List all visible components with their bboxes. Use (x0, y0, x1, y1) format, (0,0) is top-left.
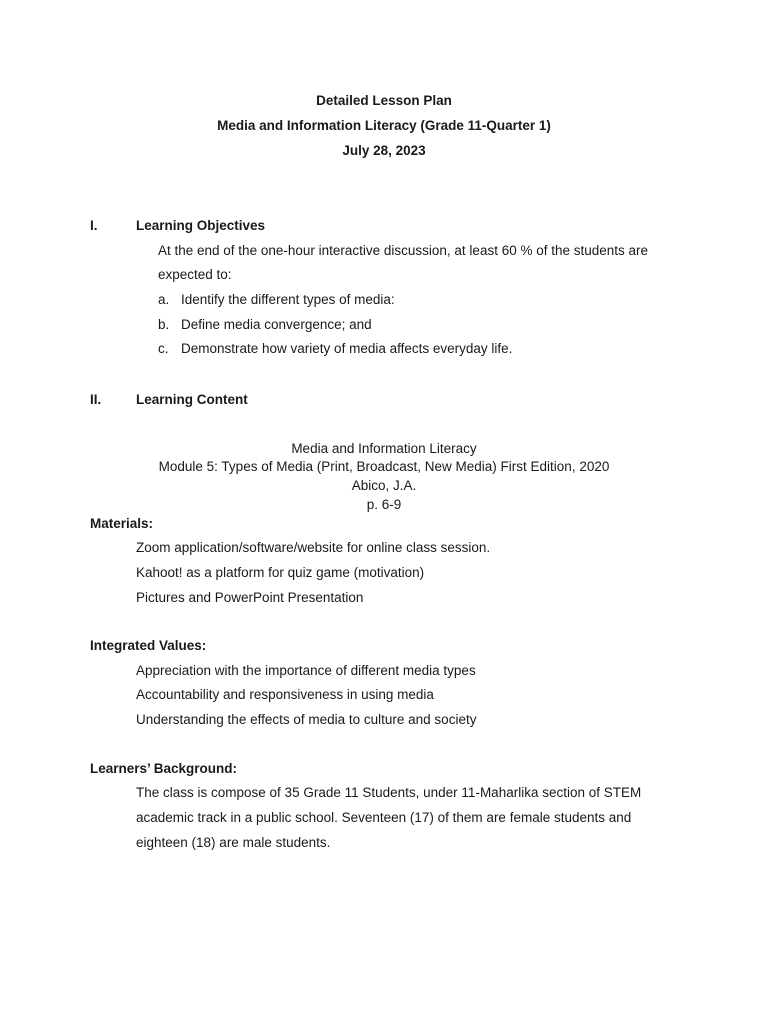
background-label: Learners’ Background: (90, 761, 238, 776)
background-line: eighteen (18) are male students. (136, 835, 331, 850)
objective-a-text: Identify the different types of media: (181, 292, 395, 307)
objective-c-text: Demonstrate how variety of media affects everyday life. (181, 341, 513, 356)
section-2-numeral: II. (90, 392, 102, 407)
reference-line-2: Module 5: Types of Media (Print, Broadcast, New Media) First Edition, 2020 (158, 459, 610, 474)
section-1-numeral: I. (90, 218, 98, 233)
materials-item: Kahoot! as a platform for quiz game (motivation) (136, 565, 425, 580)
background-line: academic track in a public school. Seventeen (17) of them are female students and (136, 810, 632, 825)
section-2-heading: Learning Content (136, 392, 248, 407)
objectives-intro-line-2: expected to: (158, 267, 232, 282)
objective-c-letter: c. (158, 341, 169, 356)
background-line: The class is compose of 35 Grade 11 Students, under 11-Maharlika section of STEM (136, 785, 642, 800)
document-title: Detailed Lesson Plan (316, 93, 452, 108)
objective-b-text: Define media convergence; and (181, 317, 372, 332)
reference-line-4: p. 6-9 (366, 497, 402, 512)
values-item: Appreciation with the importance of different media types (136, 663, 476, 678)
values-item: Accountability and responsiveness in using media (136, 687, 434, 702)
materials-item: Zoom application/software/website for online class session. (136, 540, 491, 555)
reference-line-3: Abico, J.A. (351, 478, 417, 493)
document-date: July 28, 2023 (342, 143, 426, 158)
reference-line-1: Media and Information Literacy (291, 441, 477, 456)
materials-label: Materials: (90, 516, 154, 531)
values-item: Understanding the effects of media to culture and society (136, 712, 477, 727)
objectives-intro-line-1: At the end of the one-hour interactive discussion, at least 60 % of the students are (158, 243, 649, 258)
document-subject: Media and Information Literacy (Grade 11-Quarter 1) (217, 118, 551, 133)
objective-a-letter: a. (158, 292, 170, 307)
materials-item: Pictures and PowerPoint Presentation (136, 590, 364, 605)
values-label: Integrated Values: (90, 638, 207, 653)
section-1-heading: Learning Objectives (136, 218, 266, 233)
objective-b-letter: b. (158, 317, 170, 332)
